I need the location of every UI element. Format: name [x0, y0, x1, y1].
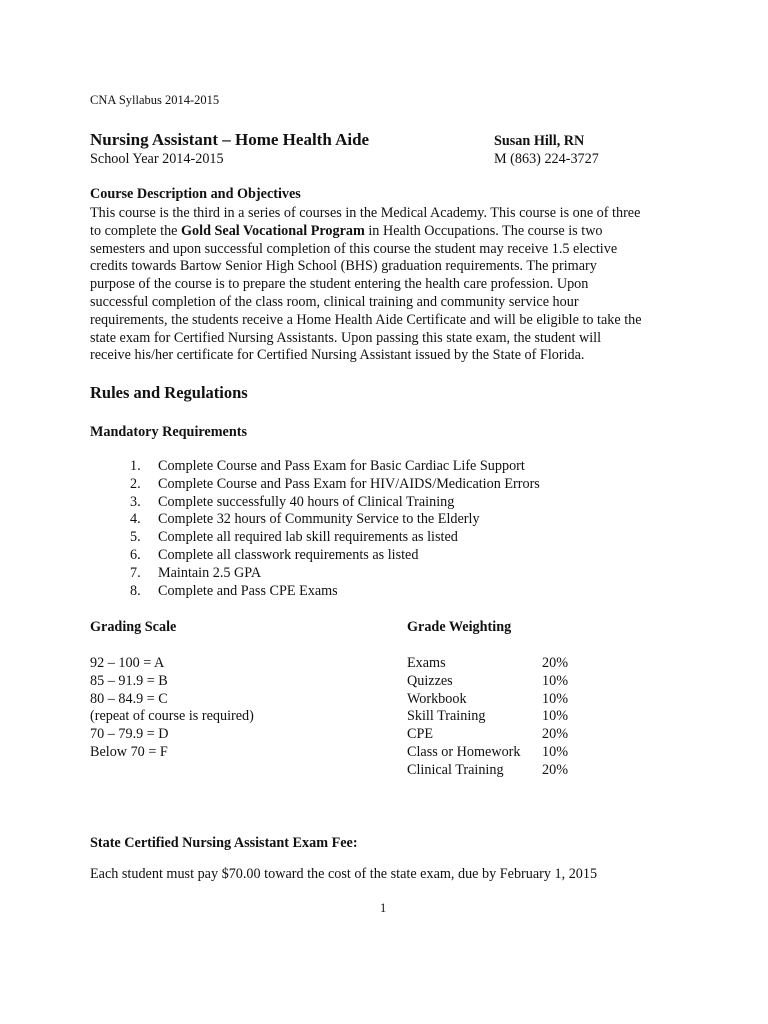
grade-weighting-heading: Grade Weighting	[407, 619, 512, 635]
gold-seal-program-name: Gold Seal Vocational Program	[181, 222, 365, 239]
grade-row: 80 – 84.9 = C	[90, 690, 168, 707]
weight-row	[407, 762, 568, 780]
weight-name: Workbook	[407, 690, 467, 707]
item-number: 1.	[130, 458, 141, 474]
grading-scale-list	[90, 655, 254, 762]
rules-heading: Rules and Regulations	[90, 383, 248, 402]
weight-row	[407, 673, 568, 691]
item-number: 7.	[130, 564, 141, 581]
list-item	[130, 458, 540, 476]
weight-name: CPE	[407, 726, 434, 743]
weight-percent: 10%	[542, 708, 569, 725]
description-line: This course is the third in a series of courses in the Medical Academy. This course is one of three	[90, 205, 641, 221]
description-line: purpose of the course is to prepare the student entering the health care profession. Upon	[90, 276, 589, 293]
weight-name: Class or Homework	[407, 743, 521, 760]
grade-row: 70 – 79.9 = D	[90, 726, 169, 743]
grade-row: Below 70 = F	[90, 743, 168, 760]
instructor-phone: M (863) 224-3727	[494, 151, 599, 167]
exam-fee-text: Each student must pay $70.00 toward the cost of the state exam, due by February 1, 2015	[90, 866, 598, 882]
weight-name: Quizzes	[407, 672, 453, 689]
requirements-list	[130, 458, 540, 600]
weight-row	[407, 691, 568, 709]
item-text: Complete and Pass CPE Exams	[158, 582, 338, 599]
description-line: semesters and upon successful completion of this course the student may receive 1.5 elective	[90, 240, 618, 257]
item-text: Complete all classwork requirements as listed	[158, 546, 419, 563]
grade-row: 92 – 100 = A	[90, 655, 165, 671]
weight-row	[407, 726, 568, 744]
item-number: 8.	[130, 582, 141, 599]
item-text: Complete Course and Pass Exam for Basic Cardiac Life Support	[158, 458, 525, 474]
grade-row: 85 – 91.9 = B	[90, 672, 168, 689]
weight-name: Skill Training	[407, 708, 486, 725]
description-line: credits towards Bartow Senior High School (BHS) graduation requirements. The primary	[90, 258, 597, 275]
weight-name: Clinical Training	[407, 761, 504, 778]
list-item	[130, 547, 540, 565]
item-number: 4.	[130, 511, 141, 528]
weight-percent: 20%	[542, 655, 569, 671]
item-text: Complete successfully 40 hours of Clinical Training	[158, 493, 455, 510]
item-number: 5.	[130, 529, 141, 546]
list-item	[130, 511, 540, 529]
weight-percent: 20%	[542, 726, 569, 743]
item-text: Complete Course and Pass Exam for HIV/AIDS/Medication Errors	[158, 475, 540, 492]
grading-scale-heading: Grading Scale	[90, 619, 177, 635]
item-number: 3.	[130, 493, 141, 510]
weight-percent: 10%	[542, 743, 569, 760]
course-title: Nursing Assistant – Home Health Aide	[90, 130, 370, 149]
grade-row: (repeat of course is required)	[90, 708, 254, 725]
list-item	[130, 529, 540, 547]
description-line: requirements, the students receive a Home Health Aide Certificate and will be eligible to take the	[90, 311, 642, 328]
description-line: receive his/her certificate for Certified Nursing Assistant issued by the State of Florida.	[90, 347, 585, 364]
description-text: in Health Occupations. The course is two	[364, 222, 603, 239]
list-item	[130, 476, 540, 494]
weight-row	[407, 744, 568, 762]
weight-percent: 20%	[542, 761, 569, 778]
description-line	[90, 223, 685, 241]
list-item	[130, 565, 540, 583]
course-description	[90, 205, 685, 365]
weight-row	[407, 708, 568, 726]
mandatory-requirements-heading: Mandatory Requirements	[90, 424, 247, 440]
description-line: successful completion of the class room, clinical training and community service hour	[90, 293, 579, 310]
list-item	[130, 494, 540, 512]
description-line: state exam for Certified Nursing Assistants. Upon passing this state exam, the student will	[90, 329, 602, 346]
description-text: to complete the	[90, 222, 182, 239]
instructor-name: Susan Hill, RN	[494, 133, 585, 149]
list-item	[130, 583, 540, 601]
item-text: Maintain 2.5 GPA	[158, 564, 262, 581]
description-heading: Course Description and Objectives	[90, 186, 301, 202]
page-number: 1	[380, 901, 387, 915]
item-number: 6.	[130, 546, 141, 563]
weight-name: Exams	[407, 655, 446, 671]
syllabus-label: CNA Syllabus 2014-2015	[90, 93, 220, 107]
item-text: Complete 32 hours of Community Service to the Elderly	[158, 511, 480, 528]
weight-row	[407, 655, 568, 673]
exam-fee-heading: State Certified Nursing Assistant Exam Fee:	[90, 835, 358, 851]
item-number: 2.	[130, 475, 141, 492]
grade-weighting-list	[407, 655, 568, 780]
item-text: Complete all required lab skill requirements as listed	[158, 529, 458, 546]
weight-percent: 10%	[542, 690, 569, 707]
school-year: School Year 2014-2015	[90, 151, 224, 167]
weight-percent: 10%	[542, 672, 569, 689]
